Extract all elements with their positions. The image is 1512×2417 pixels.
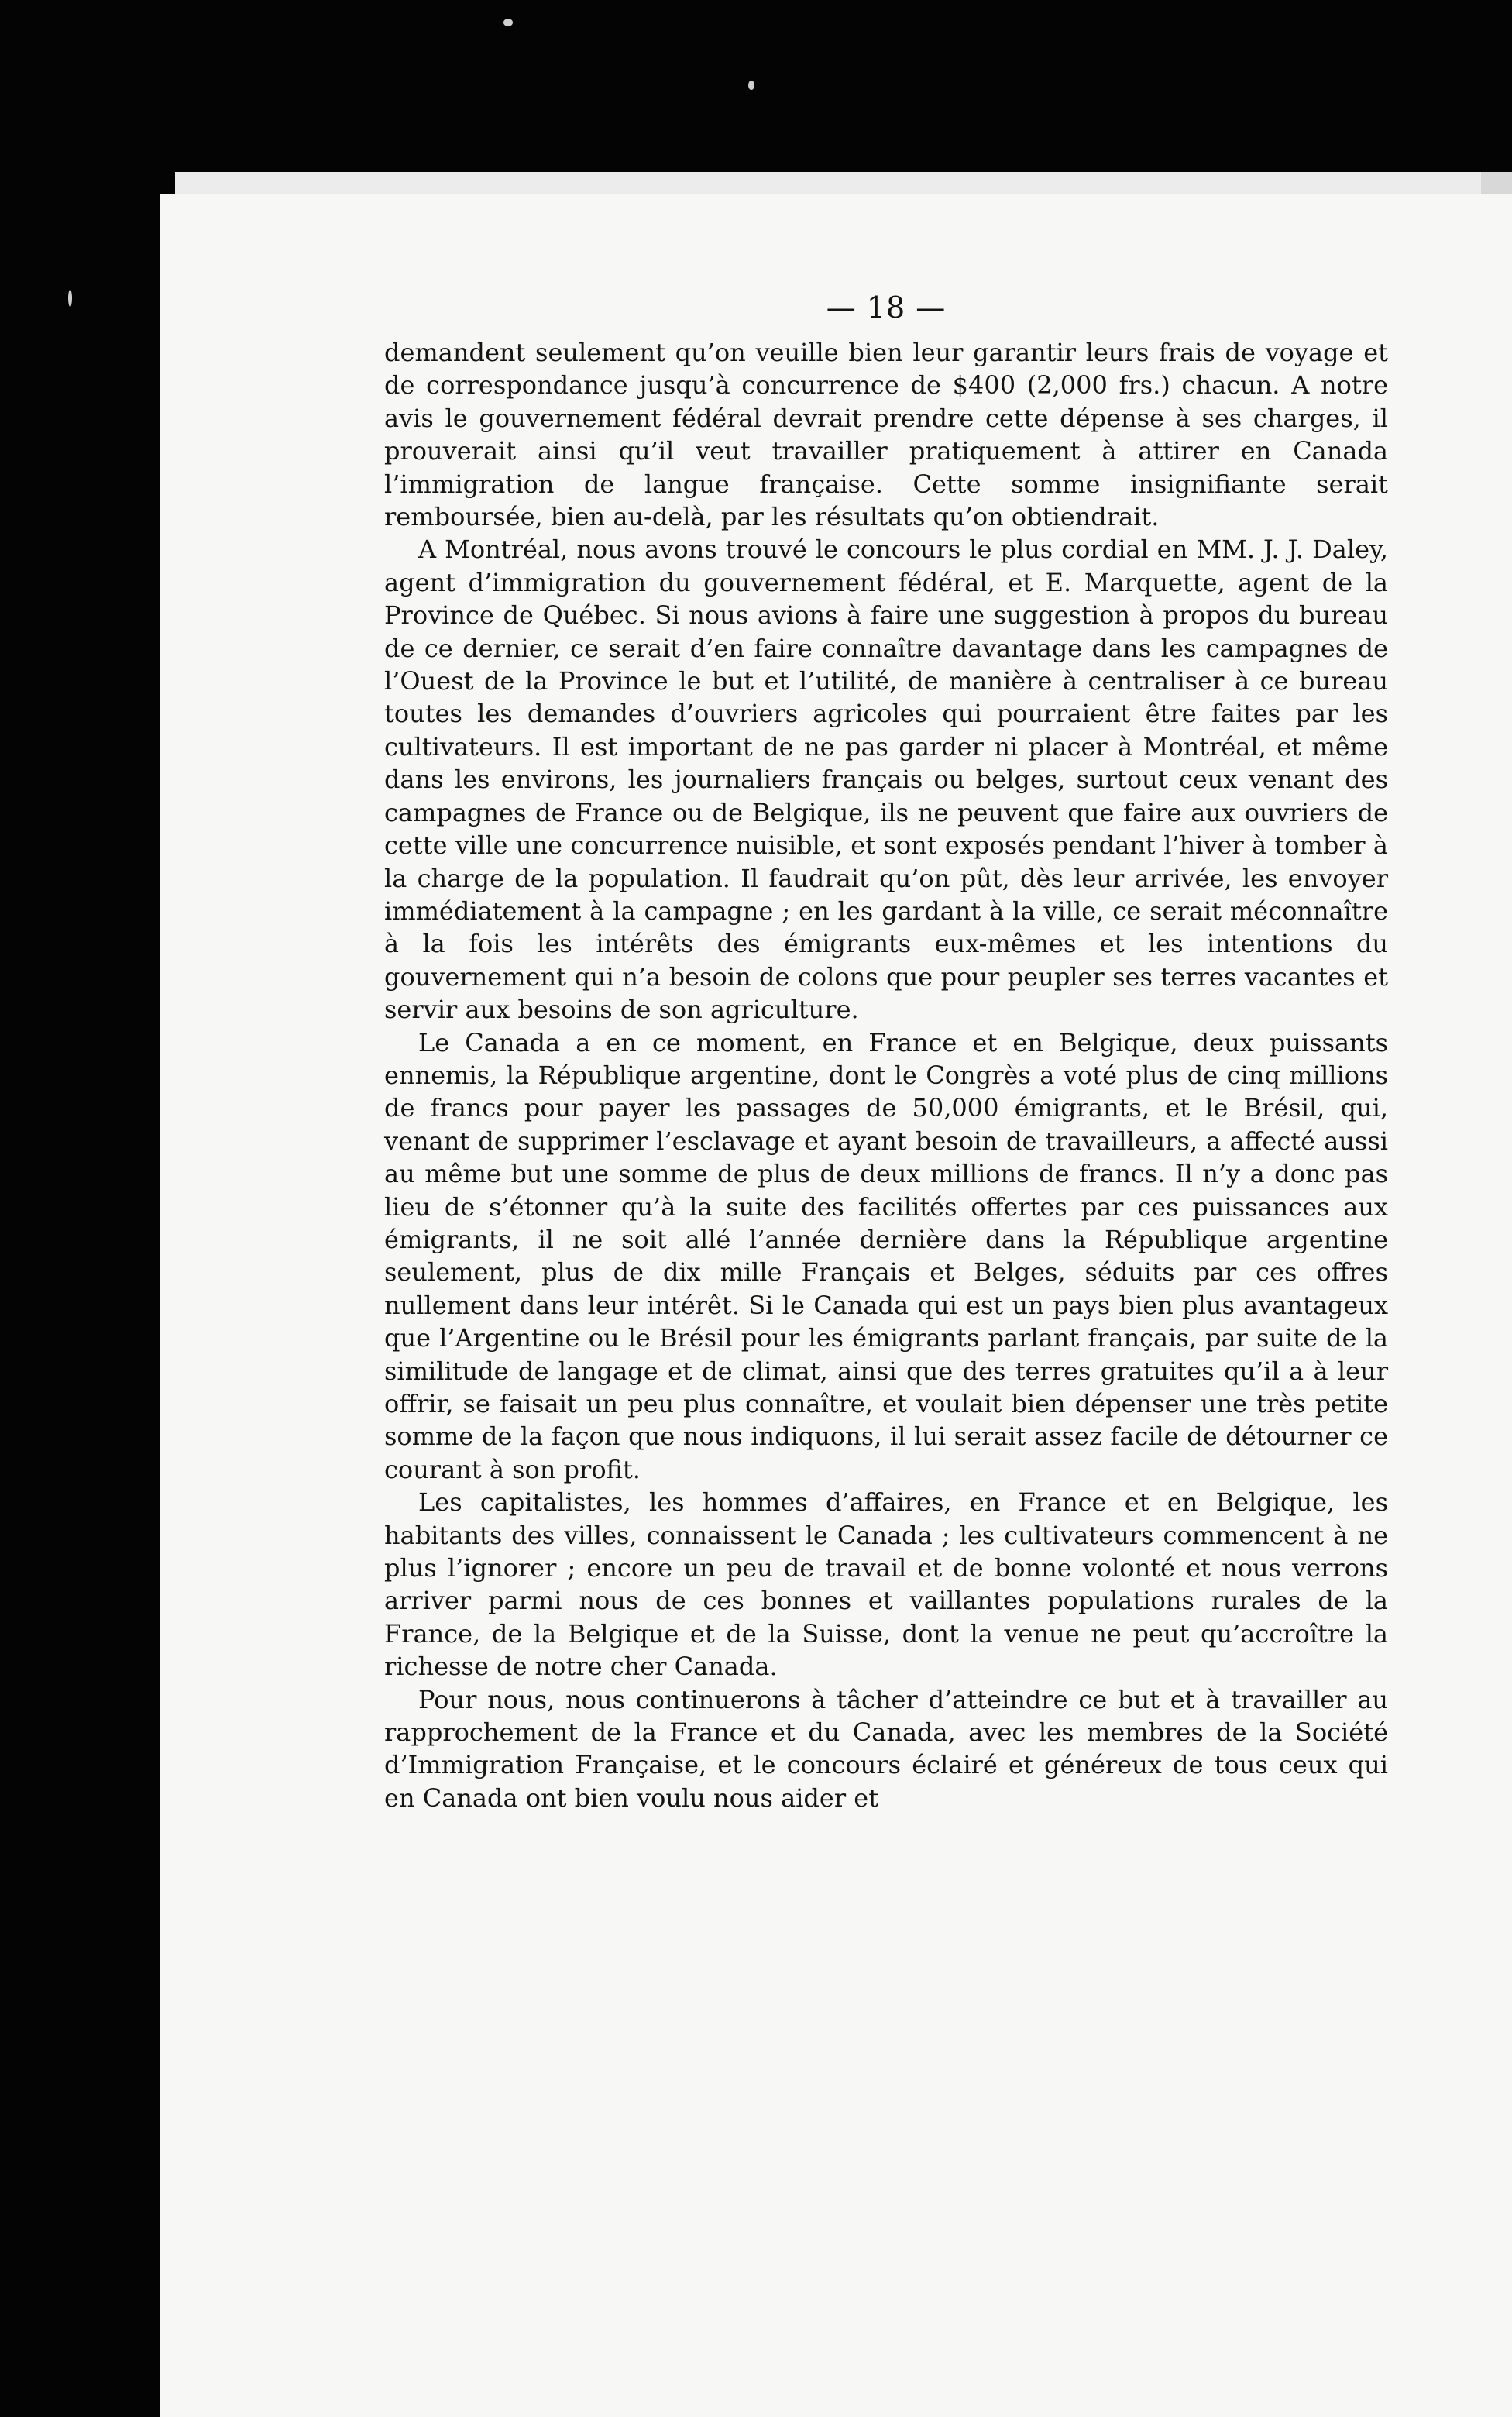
body-text — [384, 336, 1388, 1814]
paragraph-continued: demandent seulement qu’on veuille bien leur garantir leurs frais de voyage et de correspondance jusqu’à concurrence de $400 (2,000 frs.) chacun. A notre avis le gouvernement fédéral devrait prendre cette dépense à ses charges, il prouverait ainsi qu’il veut travailler pratiquement à attirer en Canada l’immigration de langue française. Cette somme insignifiante serait remboursée, bien au-delà, par les résultats qu’on obtiendrait. — [384, 338, 1388, 532]
page-number: — 18 — — [826, 291, 947, 325]
scan-speck — [503, 19, 513, 26]
scan-speck — [748, 81, 754, 90]
paragraph: Les capitalistes, les hommes d’affaires, en France et en Belgique, les habitants des villes, connaissent le Canada ; les cultivateurs commencent à ne plus l’ignorer ; encore un peu de travail et de bonne volonté et nous verrons arriver parmi nous de ces bonnes et vaillantes populations rurales de la France, de la Belgique et de la Suisse, dont la venue ne peut qu’accroître la richesse de notre cher Canada. — [384, 1487, 1388, 1682]
document-page — [384, 279, 1388, 2138]
paragraph: Le Canada a en ce moment, en France et en Belgique, deux puissants ennemis, la République argentine, dont le Congrès a voté plus de cinq millions de francs pour payer les passages de 50,000 émigrants, et le Brésil, qui, venant de supprimer l’esclavage et ayant besoin de travailleurs, a affecté aussi au même but une somme de plus de deux millions de francs. Il n’y a donc pas lieu de s’étonner qu’à la suite des facilités offertes par ces puissances aux émigrants, il ne soit allé l’année dernière dans la République argentine seulement, plus de dix mille Français et Belges, séduits par ces offres nullement dans leur intérêt. Si le Canada qui est un pays bien plus avantageux que l’Argentine ou le Brésil pour les émigrants parlant français, par suite de la similitude de langage et de climat, ainsi que des terres gratuites qu’il a à leur offrir, se faisait un peu plus connaître, et voulait bien dépenser une très petite somme de la façon que nous indiquons, il lui serait assez facile de détourner ce courant à son profit. — [384, 1027, 1388, 1484]
paragraph: A Montréal, nous avons trouvé le concours le plus cordial en MM. J. J. Daley, agent d’immigration du gouvernement fédéral, et E. Marquette, agent de la Province de Québec. Si nous avions à faire une suggestion à propos du bureau de ce dernier, ce serait d’en faire connaître davantage dans les campagnes de l’Ouest de la Province le but et l’utilité, de manière à centraliser à ce bureau toutes les demandes d’ouvriers agricoles qui pourraient être faites par les cultivateurs. Il est important de ne pas garder ni placer à Montréal, et même dans les environs, les journaliers français ou belges, surtout ceux venant des campagnes de France ou de Belgique, ils ne peuvent que faire aux ouvriers de cette ville une concurrence nuisible, et sont exposés pendant l’hiver à tomber à la charge de la population. Il faudrait qu’on pût, dès leur arrivée, les envoyer immédiatement à la campagne ; en les gardant à la ville, ce serait méconnaître à la fois les intérêts des émigrants eux-mêmes et les intentions du gouvernement qui n’a besoin de colons que pour peupler ses terres vacantes et servir aux besoins de son agriculture. — [384, 535, 1388, 1025]
scan-speck — [68, 290, 72, 307]
paragraph: Pour nous, nous continuerons à tâcher d’atteindre ce but et à travailler au rapprochement de la France et du Canada, avec les membres de la Société d’Immigration Française, et le concours éclairé et généreux de tous ceux qui en Canada ont bien voulu nous aider et — [384, 1684, 1388, 1813]
